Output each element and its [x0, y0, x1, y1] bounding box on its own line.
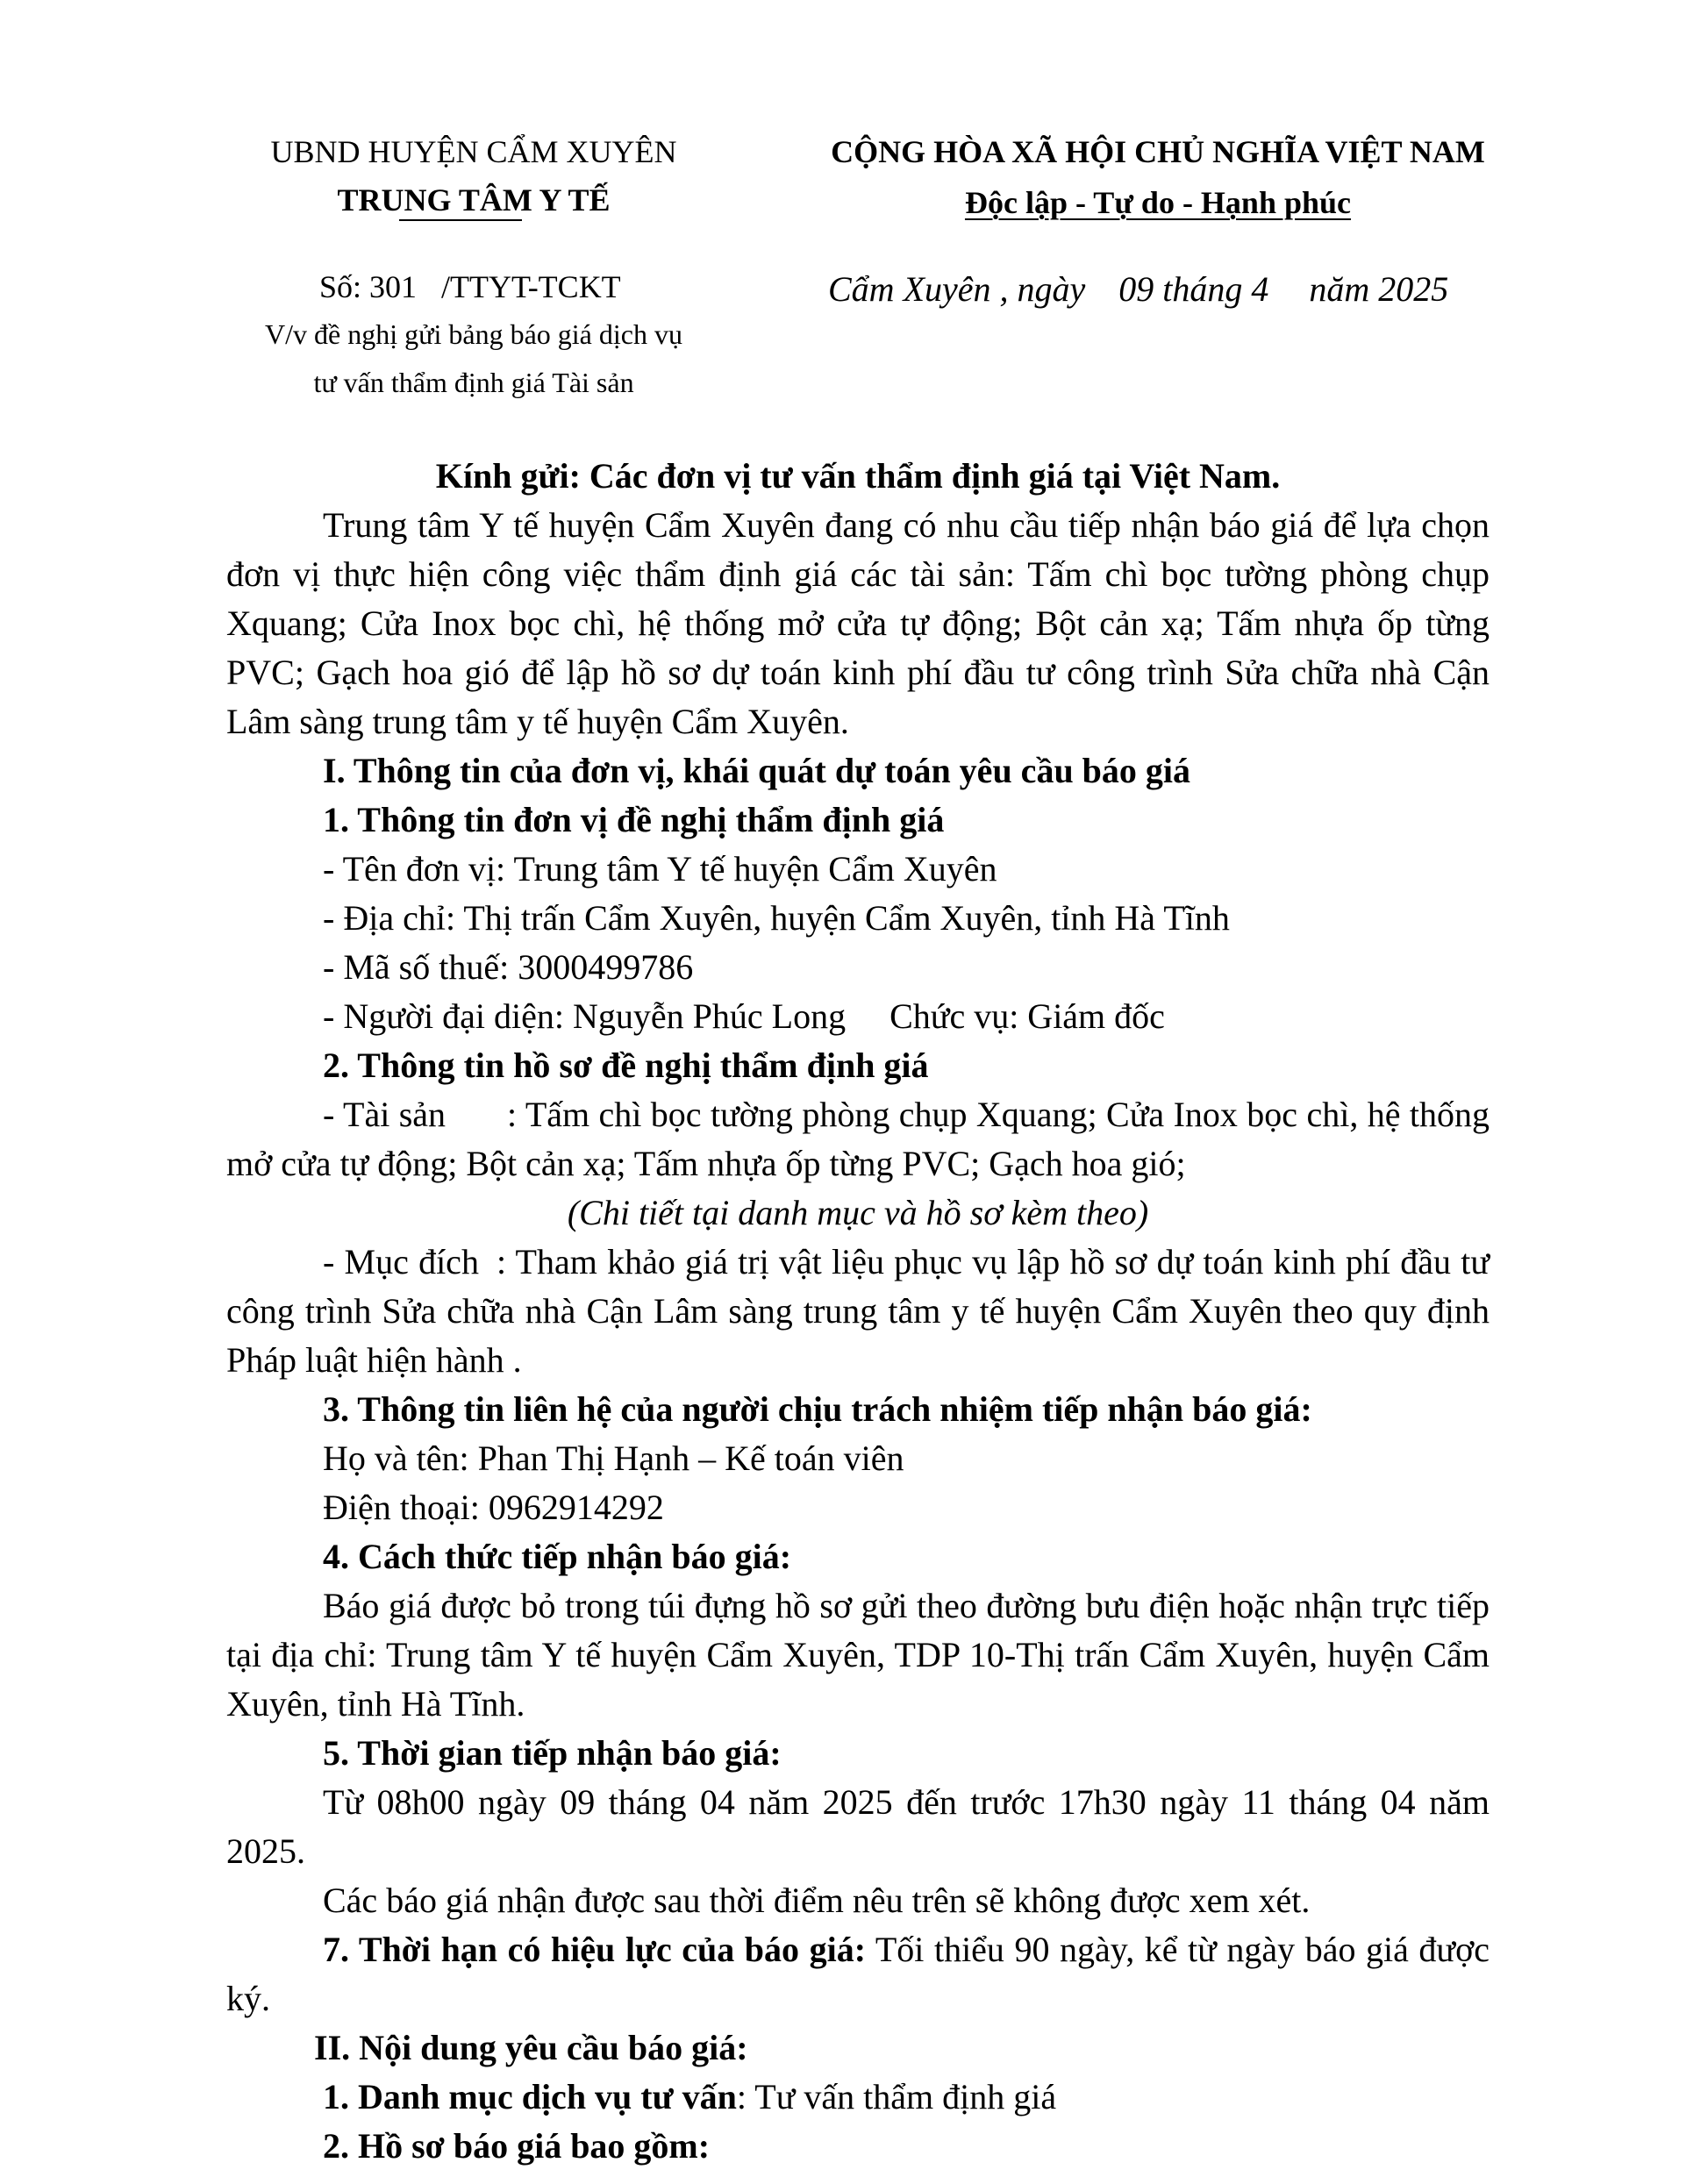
section-1-5-title: 5. Thời gian tiếp nhận báo giá:: [323, 1733, 782, 1773]
org-underline: [399, 219, 522, 221]
section-1-4-text: Báo giá được bỏ trong túi đựng hồ sơ gửi theo đường bưu điện hoặc nhận trực tiếp tại địa chỉ: Trung tâm Y tế huyện Cẩm Xuyên, TDP 10-Thị trấn Cẩm Xuyên, huyện Cẩm Xuyên, tỉnh Hà Tĩnh.: [226, 1586, 1490, 1724]
asset-text: : Tấm chì bọc tường phòng chụp Xquang; Cửa Inox bọc chì, hệ thống mở cửa tự động; Bột cản xạ; Tấm nhựa ốp từng PVC; Gạch hoa gió;: [226, 1095, 1490, 1183]
org-name: TRUNG TÂM Y TẾ: [337, 182, 611, 218]
section-2-item-2-title: 2. Hồ sơ báo giá bao gồm:: [323, 2126, 711, 2166]
document-number: [319, 265, 621, 309]
section-1-7-title: 7. Thời hạn có hiệu lực của báo giá:: [323, 1930, 867, 1969]
detail-note: (Chi tiết tại danh mục và hồ sơ kèm theo): [567, 1193, 1149, 1232]
agency-name: UBND HUYỆN CẨM XUYÊN: [270, 134, 677, 169]
subject-line-1: V/v đề nghị gửi bảng báo giá dịch vụ: [265, 318, 682, 350]
representative-position: Chức vụ: Giám đốc: [889, 996, 1165, 1036]
date-month: 4: [1251, 269, 1269, 309]
asset-label: - Tài sản: [323, 1095, 447, 1134]
purpose-paragraph: [226, 1238, 1490, 1385]
contact-name: Họ và tên: Phan Thị Hạnh – Kế toán viên: [323, 1438, 904, 1478]
section-1-1-title: 1. Thông tin đơn vị đề nghị thẩm định giá: [323, 800, 945, 839]
section-1-5-text: Từ 08h00 ngày 09 tháng 04 năm 2025 đến trước 17h30 ngày 11 tháng 04 năm 2025.: [226, 1782, 1490, 1871]
unit-name: - Tên đơn vị: Trung tâm Y tế huyện Cẩm Xuyên: [323, 849, 997, 889]
document-body: [226, 501, 1490, 2171]
place-label: Cẩm Xuyên , ngày: [828, 269, 1086, 309]
national-motto: Độc lập - Tự do - Hạnh phúc: [964, 185, 1352, 220]
contact-phone: Điện thoại: 0962914292: [323, 1488, 664, 1527]
section-1-2-title: 2. Thông tin hồ sơ đề nghị thẩm định giá: [323, 1046, 929, 1085]
year-label: năm 2025: [1309, 269, 1449, 309]
section-1-title: I. Thông tin của đơn vị, khái quát dự toán yêu cầu báo giá: [323, 751, 1191, 790]
section-2-item-1-title: 1. Danh mục dịch vụ tư vấn: [323, 2077, 737, 2116]
unit-address: - Địa chỉ: Thị trấn Cẩm Xuyên, huyện Cẩm Xuyên, tỉnh Hà Tĩnh: [323, 898, 1230, 938]
date-day: 09: [1118, 269, 1154, 309]
representative-name: - Người đại diện: Nguyễn Phúc Long: [323, 996, 847, 1036]
tax-code: - Mã số thuế: 3000499786: [323, 947, 694, 987]
month-label: tháng: [1162, 269, 1243, 309]
place-date: [828, 265, 1448, 314]
doc-number-value: 301: [369, 269, 418, 304]
section-1-4-title: 4. Cách thức tiếp nhận báo giá:: [323, 1537, 792, 1576]
country-name: CỘNG HÒA XÃ HỘI CHỦ NGHĨA VIỆT NAM: [831, 134, 1485, 169]
doc-number-label: Số:: [319, 269, 362, 304]
section-1-5-note: Các báo giá nhận được sau thời điểm nêu trên sẽ không được xem xét.: [323, 1881, 1311, 1920]
section-1-3-title: 3. Thông tin liên hệ của người chịu trách nhiệm tiếp nhận báo giá:: [323, 1389, 1312, 1429]
purpose-label: - Mục đích: [323, 1242, 479, 1281]
section-2-item-1-text: : Tư vấn thẩm định giá: [736, 2077, 1057, 2116]
asset-paragraph: [226, 1090, 1490, 1188]
section-2-item-1: [226, 2073, 1490, 2122]
section-1-7-paragraph: [226, 1925, 1490, 2023]
intro-paragraph: Trung tâm Y tế huyện Cẩm Xuyên đang có nhu cầu tiếp nhận báo giá để lựa chọn đơn vị thực hiện công việc thẩm định giá các tài sản: Tấm chì bọc tường phòng chụp Xquang; Cửa Inox bọc chì, hệ thống mở cửa tự động; Bột cản xạ; Tấm nhựa ốp từng PVC; Gạch hoa gió để lập hồ sơ dự toán kinh phí đầu tư công trình Sửa chữa nhà Cận Lâm sàng trung tâm y tế huyện Cẩm Xuyên.: [226, 505, 1490, 741]
representative: [226, 992, 1490, 1041]
subject-line-2: tư vấn thẩm định giá Tài sản: [313, 367, 634, 398]
doc-code: /TTYT-TCKT: [441, 269, 621, 304]
recipient-line: Kính gửi: Các đơn vị tư vấn thẩm định giá tại Việt Nam.: [435, 456, 1281, 496]
purpose-text: : Tham khảo giá trị vật liệu phục vụ lập hồ sơ dự toán kinh phí đầu tư công trình Sửa chữa nhà Cận Lâm sàng trung tâm y tế huyện Cẩm Xuyên theo quy định Pháp luật hiện hành .: [226, 1242, 1490, 1380]
section-2-title: II. Nội dung yêu cầu báo giá:: [314, 2028, 748, 2067]
section-1-7-text: Tối thiểu 90 ngày, kể từ ngày báo giá được ký.: [226, 1930, 1490, 2018]
